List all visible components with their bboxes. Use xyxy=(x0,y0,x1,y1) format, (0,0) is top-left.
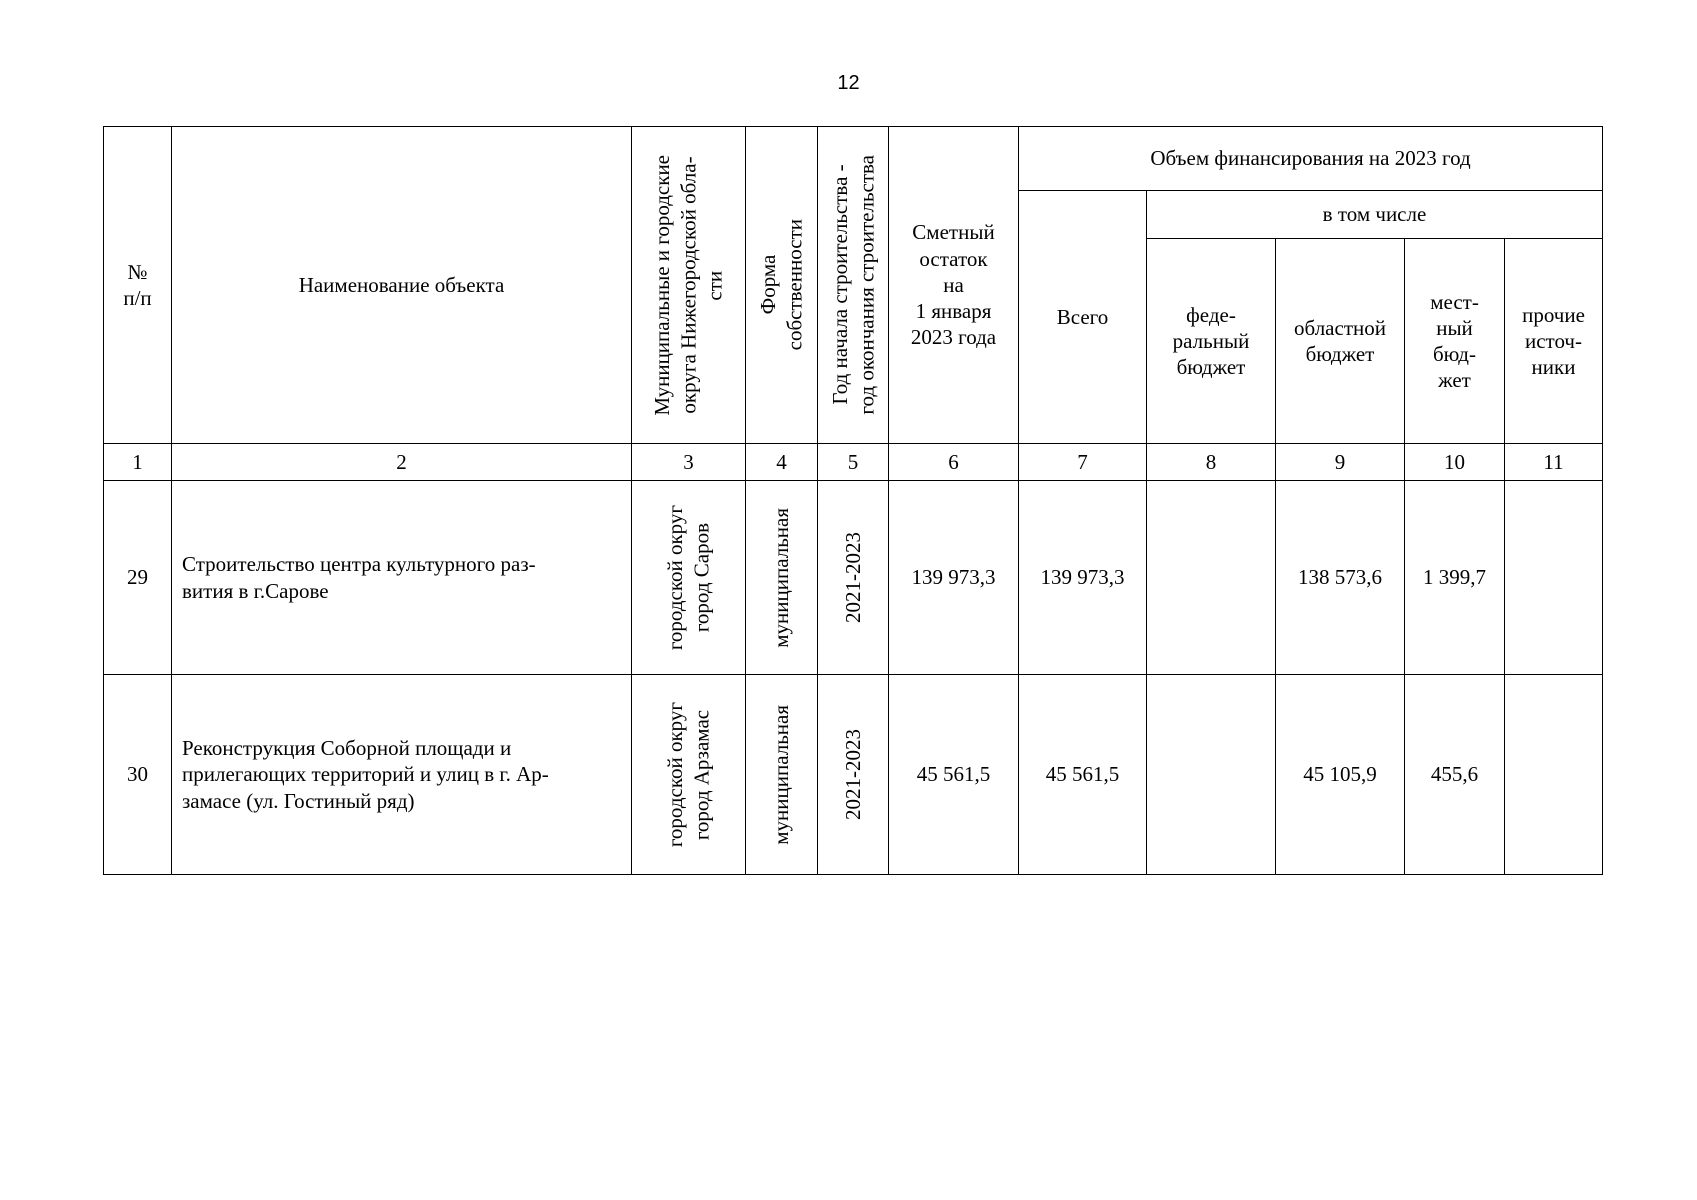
header-local: мест- ный бюд- жет xyxy=(1405,239,1505,444)
header-name: Наименование объекта xyxy=(172,127,632,444)
header-other: прочие источ- ники xyxy=(1505,239,1603,444)
row-federal xyxy=(1147,675,1276,875)
financing-table xyxy=(103,126,1603,875)
column-number: 5 xyxy=(818,444,889,481)
header-total: Всего xyxy=(1019,191,1147,444)
header-num: № п/п xyxy=(104,127,172,444)
row-years: 2021-2023 xyxy=(818,481,889,675)
row-num: 30 xyxy=(104,675,172,875)
header-including: в том числе xyxy=(1147,191,1603,239)
column-number: 11 xyxy=(1505,444,1603,481)
row-num: 29 xyxy=(104,481,172,675)
header-ownership: Форма собственности xyxy=(746,127,818,444)
row-regional: 45 105,9 xyxy=(1276,675,1405,875)
column-number: 6 xyxy=(889,444,1019,481)
header-estimate: Сметный остаток на 1 января 2023 года xyxy=(889,127,1019,444)
header-funding: Объем финансирования на 2023 год xyxy=(1019,127,1603,191)
header-federal: феде- ральный бюджет xyxy=(1147,239,1276,444)
table-row xyxy=(104,481,1603,675)
column-number: 9 xyxy=(1276,444,1405,481)
row-other xyxy=(1505,675,1603,875)
header-years: Год начала строительства - год окончания строительства xyxy=(818,127,889,444)
header-regional: областной бюджет xyxy=(1276,239,1405,444)
page-number: 12 xyxy=(837,72,860,94)
column-number: 2 xyxy=(172,444,632,481)
row-years: 2021-2023 xyxy=(818,675,889,875)
row-local: 455,6 xyxy=(1405,675,1505,875)
row-regional: 138 573,6 xyxy=(1276,481,1405,675)
row-ownership: муниципальная xyxy=(746,675,818,875)
row-estimate: 45 561,5 xyxy=(889,675,1019,875)
row-name: Реконструкция Соборной площади и прилегающих территорий и улиц в г. Ар- замасе (ул. Гостиный ряд) xyxy=(172,675,632,875)
column-numbers-row xyxy=(104,444,1603,481)
column-number: 8 xyxy=(1147,444,1276,481)
row-local: 1 399,7 xyxy=(1405,481,1505,675)
column-number: 7 xyxy=(1019,444,1147,481)
column-number: 1 xyxy=(104,444,172,481)
row-municipality: городской округ город Саров xyxy=(632,481,746,675)
header-municipality: Муниципальные и городские округа Нижегородской обла- сти xyxy=(632,127,746,444)
column-number: 10 xyxy=(1405,444,1505,481)
row-other xyxy=(1505,481,1603,675)
row-federal xyxy=(1147,481,1276,675)
column-number: 4 xyxy=(746,444,818,481)
table-row xyxy=(104,675,1603,875)
row-ownership: муниципальная xyxy=(746,481,818,675)
row-estimate: 139 973,3 xyxy=(889,481,1019,675)
row-total: 139 973,3 xyxy=(1019,481,1147,675)
row-name: Строительство центра культурного раз- вития в г.Сарове xyxy=(172,481,632,675)
row-municipality: городской округ город Арзамас xyxy=(632,675,746,875)
column-number: 3 xyxy=(632,444,746,481)
row-total: 45 561,5 xyxy=(1019,675,1147,875)
